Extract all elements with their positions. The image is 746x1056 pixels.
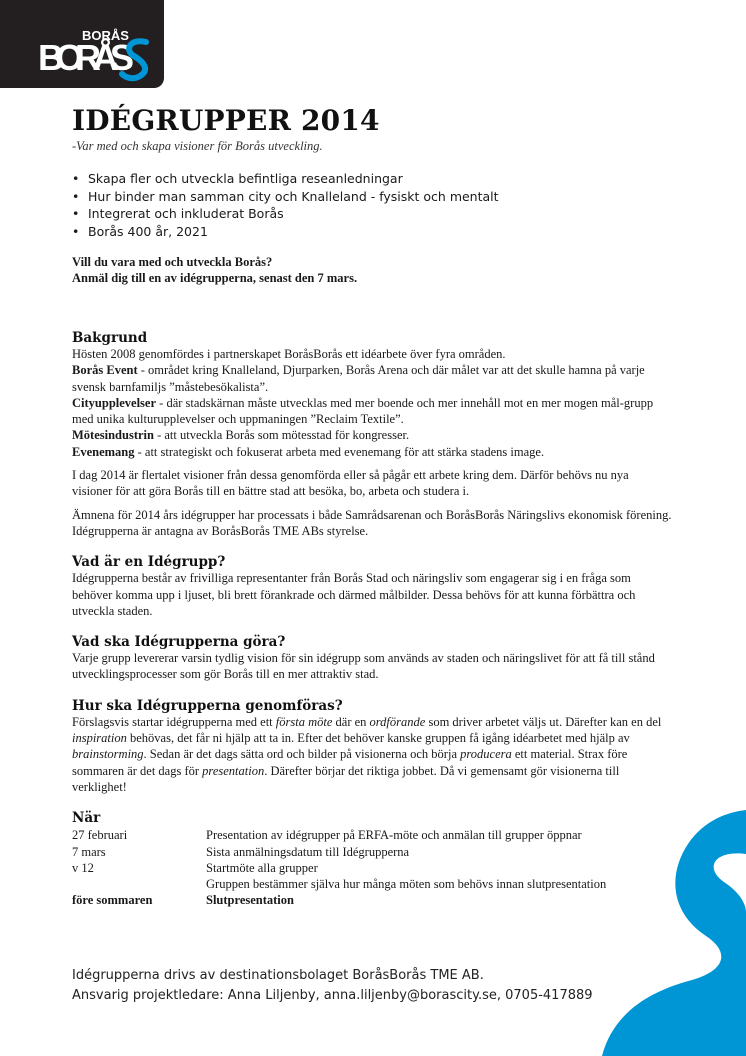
bakgrund-paragraph-2: I dag 2014 är flertalet visioner från dessa genomförda eller så pågår ett arbete kring dem. Därför behövs nu nya visioner för att göra Borås till en bättre stad att besöka, bo, arbeta och studera i. (72, 468, 629, 499)
heading-vad-ar: Vad är en Idégrupp? (72, 554, 226, 571)
hur-text (72, 714, 672, 795)
hur-text-part: som driver arbetet väljs ut. Därefter kan en del (425, 714, 662, 729)
schedule-when: före sommaren (72, 893, 153, 908)
document-body (72, 104, 672, 909)
area-name: Mötesindustrin (72, 428, 154, 443)
footer-line-2: Ansvarig projektledare: Anna Liljenby, anna.liljenby@borascity.se, 0705-417889 (72, 988, 593, 1003)
area-text: - där stadskärnan måste utvecklas med mer boende och mer innehåll mot en mer mogen mål-grupp med unika kulturupplevelser och uppmaningen ”Reclaim Textile”. (72, 395, 654, 427)
logo-large-text: BORÅS (38, 37, 134, 78)
area-text: - att strategiskt och fokuserat arbeta med evenemang för att stärka stadens image. (134, 444, 545, 459)
heading-hur: Hur ska Idégrupperna genomföras? (72, 697, 343, 714)
area-borås-event (72, 362, 672, 395)
emphasis: brainstorming (72, 747, 144, 762)
hur-text-part: behövas, det får ni hjälp att ta in. Efter det behöver kanske gruppen få igång idéarbetet med hjälp av (126, 731, 630, 746)
schedule-row (72, 827, 666, 843)
call-to-action (72, 254, 672, 286)
area-name: Evenemang (72, 444, 135, 459)
call-line-1: Vill du vara med och utveckla Borås? (72, 255, 273, 269)
bakgrund-intro: Hösten 2008 genomfördes i partnerskapet BoråsBorås ett idéarbete över fyra områden. (72, 347, 506, 361)
schedule-table (72, 827, 666, 908)
hur-text-part: där en (332, 714, 370, 729)
topic-bullet-list (72, 170, 672, 240)
bullet-item: • Skapa fler och utveckla befintliga reseanledningar (72, 170, 672, 188)
area-text: - att utveckla Borås som mötesstad för kongresser. (153, 428, 410, 443)
area-motesindustrin (72, 427, 672, 443)
schedule-when (72, 876, 206, 892)
schedule-what: Sista anmälningsdatum till Idégrupperna (206, 844, 410, 859)
schedule-what: Gruppen bestämmer själva hur många möten som behövs innan slutpresentation (206, 877, 607, 892)
hur-text-part: Förslagsvis startar idégrupperna med ett (72, 714, 276, 729)
vad-ar-text: Idégrupperna består av frivilliga representanter från Borås Stad och näringsliv som engagerar sig i en fråga som behöver komma upp i ljuset, bli brett förankrade och därmed målbilder. Dessa behövs för att kunna förbättra och utveckla staden. (72, 571, 636, 618)
call-line-2: Anmäl dig till en av idégrupperna, senast den 7 mars. (72, 271, 358, 285)
bakgrund-paragraph-3: Ämnena för 2014 års idégrupper har processats i både Samrådsarenan och BoråsBorås Näringslivs ekonomisk förening. Idégrupperna är antagna av BoråsBorås TME ABs styrelse. (72, 507, 672, 538)
section-vad-ar (72, 554, 672, 619)
boras-logo-mark (0, 0, 164, 88)
hur-text-part: ett material. Strax före sommaren är det dags för (72, 747, 628, 778)
section-hur (72, 698, 672, 795)
heading-nar: När (72, 810, 101, 827)
bullet-item: • Borås 400 år, 2021 (72, 223, 672, 241)
bullet-item: • Hur binder man samman city och Knalleland - fysiskt och mentalt (72, 188, 672, 206)
heading-vad-gora: Vad ska Idégrupperna göra? (72, 634, 286, 651)
area-name: Borås Event (72, 363, 138, 378)
schedule-row (72, 860, 666, 876)
heading-bakgrund: Bakgrund (72, 330, 148, 346)
page-subtitle: -Var med och skapa visioner för Borås utveckling. (72, 139, 323, 153)
section-bakgrund (72, 330, 672, 539)
schedule-when: 7 mars (72, 844, 106, 859)
area-name: Cityupplevelser (72, 395, 157, 410)
section-nar (72, 810, 672, 908)
schedule-when: 27 februari (72, 828, 128, 843)
hur-text-part: . Därefter börjar det riktiga jobbet. Då vi gemensamt gör visionerna till verklighet! (72, 763, 620, 794)
page-title: IDÉGRUPPER 2014 (72, 104, 380, 137)
emphasis: första möte (275, 714, 333, 729)
schedule-what: Slutpresentation (206, 893, 294, 908)
footer (72, 966, 632, 1006)
emphasis: presentation (202, 763, 265, 778)
schedule-what: Presentation av idégrupper på ERFA-möte och anmälan till grupper öppnar (206, 828, 582, 843)
emphasis: inspiration (72, 731, 127, 746)
area-text: - området kring Knalleland, Djurparken, Borås Arena och där målet var att det skulle hamna på varje svensk barnfamiljs ”måstebesökalista”. (72, 363, 645, 394)
schedule-what: Startmöte alla grupper (206, 860, 318, 875)
emphasis: ordförande (369, 714, 426, 729)
schedule-row (72, 876, 666, 892)
schedule-row (72, 844, 666, 860)
footer-line-1: Idégrupperna drivs av destinationsbolaget BoråsBorås TME AB. (72, 968, 484, 983)
logo (0, 0, 164, 88)
area-cityupplevelser (72, 395, 672, 428)
schedule-row (72, 892, 666, 908)
logo-small-text: BORÅS (82, 28, 129, 43)
bullet-item: • Integrerat och inkluderat Borås (72, 205, 672, 223)
hur-text-part: . Sedan är det dags sätta ord och bilder på visionerna och börja (143, 747, 461, 762)
emphasis: producera (460, 747, 512, 762)
section-vad-gora (72, 634, 672, 683)
schedule-when: v 12 (72, 860, 94, 875)
area-evenemang (72, 444, 672, 460)
vad-gora-text: Varje grupp levererar varsin tydlig vision för sin idégrupp som används av staden och näringslivet för att få till stånd utvecklingsprocesser som gör Borås till en mer attraktiv stad. (72, 651, 655, 682)
